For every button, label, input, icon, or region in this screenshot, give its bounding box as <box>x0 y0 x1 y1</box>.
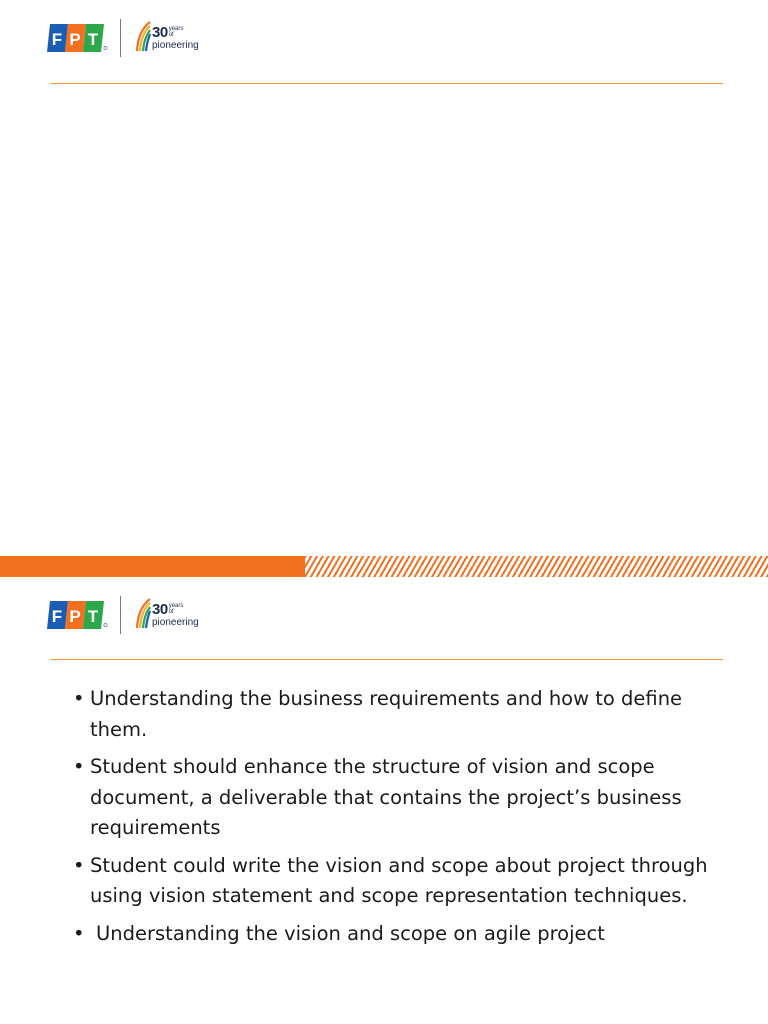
svg-text:T: T <box>87 607 99 626</box>
list-item <box>70 684 710 745</box>
bullet-marker: • <box>73 921 85 945</box>
svg-text:P: P <box>69 30 81 49</box>
list-item <box>70 919 710 950</box>
band-stripes <box>305 556 768 577</box>
slide-bottom <box>0 577 768 1024</box>
bullet-text: Student should enhance the structure of vision and scope document, a deliverable that contains the project’s business requirements <box>90 755 682 839</box>
logo-divider <box>120 19 121 57</box>
band-solid <box>0 556 305 577</box>
rainbow-arc-icon <box>135 596 151 635</box>
header-rule <box>51 659 723 660</box>
bullet-marker: • <box>73 755 85 778</box>
header-logo <box>46 18 199 58</box>
header-logo <box>46 595 199 635</box>
anniversary-word: pioneering <box>152 617 199 628</box>
svg-text:F: F <box>51 607 63 626</box>
anniversary-number: 30 <box>152 24 168 41</box>
svg-text:F: F <box>51 30 63 49</box>
anniversary-logo <box>135 596 199 635</box>
bullet-marker: • <box>73 687 85 710</box>
anniversary-number: 30 <box>152 601 168 618</box>
fpt-logo <box>46 21 108 55</box>
bullet-text: Understanding the vision and scope on agile project <box>96 921 605 945</box>
fpt-logo <box>46 598 108 632</box>
list-item <box>70 752 710 844</box>
anniversary-years: years <box>168 603 184 609</box>
slide-divider-band <box>0 556 768 577</box>
bullet-text: Student could write the vision and scope about project through using vision statement and scope representation techniques. <box>90 853 708 907</box>
rainbow-arc-icon <box>135 19 151 58</box>
header-rule <box>51 83 723 84</box>
anniversary-years: years <box>168 26 184 32</box>
bullet-marker: • <box>73 853 85 877</box>
anniversary-word: pioneering <box>152 40 199 51</box>
anniversary-of: of <box>168 32 174 39</box>
svg-text:P: P <box>69 607 81 626</box>
bullet-text: Understanding the business requirements and how to define them. <box>90 687 683 741</box>
objectives-list <box>70 684 710 956</box>
anniversary-logo <box>135 19 199 58</box>
list-item <box>70 851 710 912</box>
svg-text:T: T <box>87 30 99 49</box>
anniversary-of: of <box>168 609 174 616</box>
logo-divider <box>120 596 121 634</box>
